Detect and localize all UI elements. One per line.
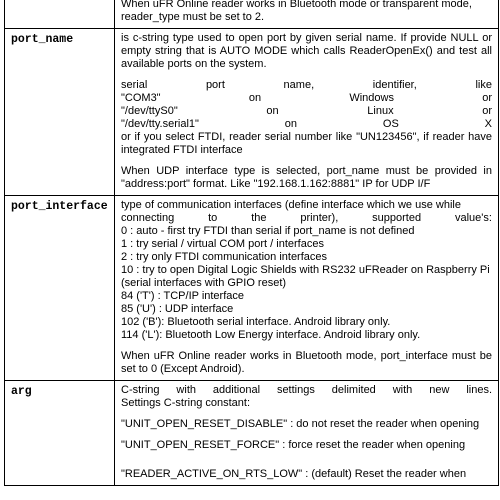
- example-conj: or: [482, 92, 492, 104]
- example-on: on: [248, 92, 262, 104]
- interface-option: 84 ('T') : TCP/IP interface: [121, 290, 245, 302]
- top-note-line-2: reader_type must be set to 2.: [121, 11, 265, 23]
- intro-word: to: [208, 212, 218, 224]
- interface-option: 10 : try to open Digital Logic Shields with RS232 uFReader on Raspberry Pi (serial interfaces with GPIO reset): [121, 264, 490, 289]
- intro-word: connecting: [121, 212, 175, 224]
- param-cell-empty: [5, 0, 115, 29]
- table-row-port-name: [5, 29, 499, 196]
- arg-reset-disable: "UNIT_OPEN_RESET_DISABLE" : do not reset the reader when opening: [121, 418, 480, 430]
- example-header-word: port: [205, 79, 225, 91]
- interface-option: 1 : try serial / virtual COM port / interfaces: [121, 238, 324, 250]
- param-name-arg: arg: [5, 381, 115, 486]
- intro-word: value's:: [455, 212, 492, 224]
- example-os: Windows: [349, 92, 394, 104]
- port-name-example-row: [121, 118, 492, 131]
- example-port: "/dev/tty.serial1": [121, 118, 199, 130]
- table-row-top: [5, 0, 499, 29]
- param-name-port-interface: port_interface: [5, 196, 115, 381]
- table-row-port-interface: [5, 196, 499, 381]
- intro-word: supported: [372, 212, 422, 224]
- param-name-port-name: port_name: [5, 29, 115, 196]
- example-port: "COM3": [121, 92, 161, 104]
- interface-option: 102 ('B'): Bluetooth serial interface. Android library only.: [121, 316, 391, 328]
- arg-rts-low: "READER_ACTIVE_ON_RTS_LOW" : (default) Reset the reader when: [121, 468, 467, 480]
- desc-cell-arg: [115, 381, 499, 486]
- example-header-word: serial: [121, 79, 148, 91]
- port-name-example-row: [121, 105, 492, 118]
- top-note-line-1: When uFR Online reader works in Bluetooth mode or transparent mode,: [121, 0, 472, 10]
- interface-option: 85 ('U') : UDP interface: [121, 303, 234, 315]
- desc-cell-port-interface: [115, 196, 499, 381]
- intro-word: printer),: [300, 212, 339, 224]
- desc-cell-top: [115, 0, 499, 29]
- example-header-word: like: [475, 79, 492, 91]
- example-header-word: identifier,: [372, 79, 417, 91]
- desc-cell-port-name: [115, 29, 499, 196]
- example-os: Linux: [367, 105, 394, 117]
- intro-word: the: [251, 212, 267, 224]
- arg-intro: C-string with additional settings delimited with new lines.: [121, 384, 492, 396]
- port-name-ftdi-note: or if you select FTDI, reader serial number like "UN123456", if reader have integrated FTDI interface: [121, 131, 492, 156]
- example-conj: or: [482, 105, 492, 117]
- example-on: on: [266, 105, 279, 117]
- arg-reset-force: "UNIT_OPEN_RESET_FORCE" : force reset the reader when opening: [121, 439, 466, 451]
- interface-option: 0 : auto - first try FTDI than serial if port_name is not defined: [121, 225, 415, 237]
- port-interface-intro-line-1: type of communication interfaces (define interface which we use while: [121, 199, 461, 211]
- example-on: on: [284, 118, 298, 130]
- example-conj: X: [484, 118, 492, 130]
- parameter-table: [4, 0, 499, 486]
- port-name-intro: is c-string type used to open port by given serial name. If provide NULL or empty string that is AUTO MODE which calls ReaderOpenEx() and test all available ports on the system.: [121, 32, 492, 70]
- table-row-arg: [5, 381, 499, 486]
- port-name-example-header: [121, 79, 492, 92]
- port-name-udp-note: When UDP interface type is selected, port_name must be provided in "address:port" format. Like "192.168.1.162:8881" IP for UDP I/F: [121, 165, 492, 190]
- example-header-word: name,: [283, 79, 315, 91]
- example-os: OS: [382, 118, 399, 130]
- interface-option: 114 ('L'): Bluetooth Low Energy interface. Android library only.: [121, 329, 421, 341]
- port-interface-bt-note: When uFR Online reader works in Bluetooth mode, port_interface must be set to 0 (Except Android).: [121, 350, 492, 375]
- port-name-example-row: [121, 92, 492, 105]
- port-interface-intro-line-2: [121, 212, 492, 225]
- arg-constants-label: Settings C-string constant:: [121, 397, 251, 409]
- interface-option: 2 : try only FTDI communication interfaces: [121, 251, 328, 263]
- example-port: "/dev/ttyS0": [121, 105, 178, 117]
